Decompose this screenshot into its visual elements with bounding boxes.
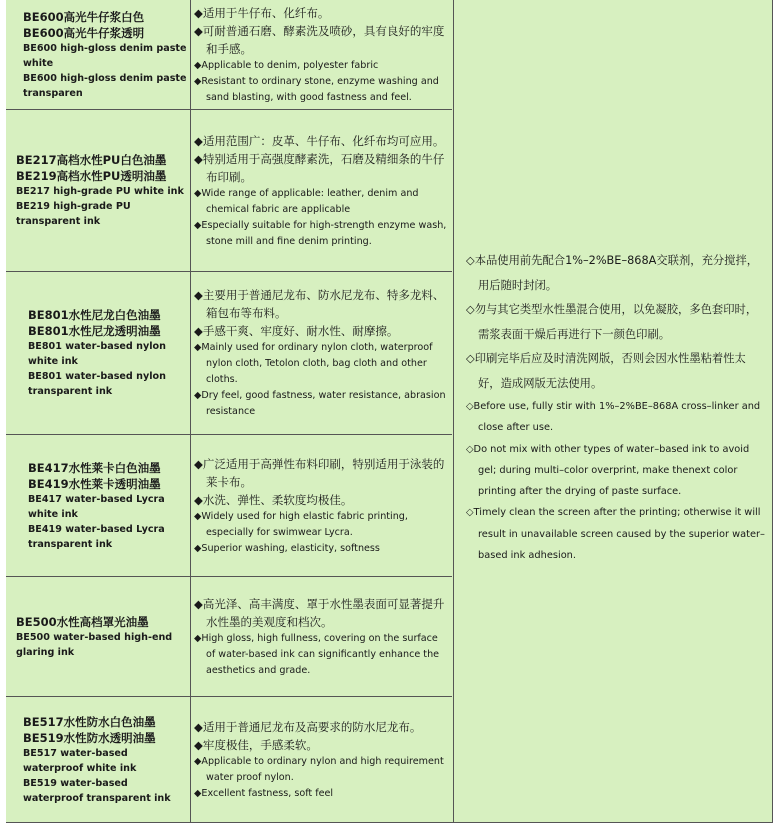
product-name-en: BE801 water-based nylon transparent ink (28, 371, 166, 397)
product-name-zh: BE500水性高档罩光油墨 (16, 614, 149, 629)
product-name-en: BE600 high-gloss denim paste transparen (23, 72, 187, 99)
product-feature-cell (194, 435, 452, 576)
product-name-zh: BE600高光牛仔浆透明 (23, 25, 145, 40)
product-name-zh: BE517水性防水白色油墨 (23, 714, 156, 729)
note-zh: ◇勿与其它类型水性墨混合使用，以免凝胶，多色套印时，需浆表面干燥后再进行下一颜色印刷。 (466, 303, 758, 341)
feature-zh: ◆广泛适用于高弹性布料印刷，特别适用于泳装的莱卡布。 (194, 456, 445, 489)
usage-notes (466, 249, 766, 566)
feature-en: ◆High gloss, high fullness, covering on the surface of water-based ink can significantly enhance the aesthetics and grade. (194, 632, 440, 676)
product-name-cell (6, 0, 190, 109)
note-zh: ◇本品使用前先配合1%–2%BE–868A交联剂，充分搅拌，用后随时封闭。 (466, 254, 759, 292)
feature-en: ◆Widely used for high elastic fabric printing, especially for swimwear Lycra. (194, 510, 408, 538)
product-name-en: BE219 high-grade PU transparent ink (16, 201, 131, 227)
feature-zh: ◆特别适用于高强度酵素洗，石磨及精细条的牛仔布印刷。 (194, 151, 445, 184)
feature-en: ◆Wide range of applicable: leather, denim and chemical fabric are applicable (194, 187, 419, 215)
product-name-en: BE519 water-based waterproof transparent ink (23, 777, 171, 804)
feature-zh: ◆适用于牛仔布、化纤布。 (194, 5, 330, 20)
product-name-en: BE419 water-based Lycra transparent ink (28, 523, 165, 550)
feature-en: ◆Dry feel, good fastness, water resistance, abrasion resistance (194, 390, 446, 417)
feature-en: ◆Superior washing, elasticity, softness (194, 542, 380, 554)
product-name-zh: BE801水性尼龙白色油墨 (28, 308, 161, 322)
note-zh: ◇印刷完毕后应及时清洗网版，否则会因水性墨粘着性太好，造成网版无法使用。 (466, 352, 746, 390)
product-feature-cell (194, 697, 452, 822)
product-name-en: BE801 water-based nylon white ink (28, 341, 166, 367)
product-name-en: BE417 water-based Lycra white ink (28, 493, 165, 520)
product-name-cell (6, 272, 190, 434)
feature-zh: ◆适用范围广：皮革、牛仔布、化纤布均可应用。 (194, 133, 445, 148)
feature-en: ◆Especially suitable for high-strength enzyme wash, stone mill and fine denim printing. (194, 219, 447, 247)
product-name-zh: BE419水性莱卡透明油墨 (28, 476, 161, 491)
product-name-cell (6, 577, 190, 696)
product-name-en: BE600 high-gloss denim paste white (23, 42, 187, 69)
feature-zh: ◆牢度极佳，手感柔软。 (194, 737, 318, 752)
feature-en: ◆Applicable to ordinary nylon and high requirement water proof nylon. (194, 755, 444, 783)
product-name-cell (6, 435, 190, 576)
product-name-zh: BE217高档水性PU白色油墨 (16, 153, 167, 167)
product-name-zh: BE417水性莱卡白色油墨 (28, 460, 161, 475)
product-name-zh: BE600高光牛仔浆白色 (23, 9, 145, 24)
feature-en: ◆Excellent fastness, soft feel (194, 787, 334, 799)
product-feature-cell (194, 272, 452, 434)
feature-zh: ◆主要用于普通尼龙布、防水尼龙布、特多龙料、箱包布等布料。 (194, 288, 445, 320)
feature-en: ◆Applicable to denim, polyester fabric (194, 59, 379, 71)
product-feature-cell (194, 0, 452, 109)
feature-en: ◆Resistant to ordinary stone, enzyme washing and sand blasting, with good fastness and feel. (194, 75, 439, 103)
product-name-zh: BE519水性防水透明油墨 (23, 730, 156, 745)
feature-en: ◆Mainly used for ordinary nylon cloth, waterproof nylon cloth, Tetolon cloth, bag cloth and other cloths. (194, 342, 433, 385)
product-name-zh: BE801水性尼龙透明油墨 (28, 324, 161, 338)
feature-zh: ◆可耐普通石磨、酵素洗及喷砂，具有良好的牢度和手感。 (194, 23, 445, 56)
product-name-en: BE517 water-based waterproof white ink (23, 747, 137, 774)
feature-zh: ◆高光泽、高丰满度、罩于水性墨表面可显著提升水性墨的美观度和档次。 (194, 596, 445, 629)
product-feature-cell (194, 110, 452, 271)
feature-zh: ◆适用于普通尼龙布及高要求的防水尼龙布。 (194, 719, 422, 734)
product-name-cell (6, 110, 190, 271)
product-feature-cell (194, 577, 452, 696)
note-en: ◇Timely clean the screen after the printing; otherwise it will result in unavailable screen caused by the superior water–based ink adhesion. (466, 507, 765, 562)
product-name-cell (6, 697, 190, 822)
product-name-en: BE500 water-based high-end glaring ink (16, 631, 173, 658)
product-name-zh: BE219高档水性PU透明油墨 (16, 169, 167, 183)
product-name-en: BE217 high-grade PU white ink (16, 186, 184, 197)
note-en: ◇Do not mix with other types of water–based ink to avoid gel; during multi–color overprint, make thenext color printing after the drying of paste surface. (466, 443, 750, 498)
feature-zh: ◆水洗、弹性、柔软度均极佳。 (194, 492, 353, 507)
note-en: ◇Before use, fully stir with 1%–2%BE–868A cross–linker and close after use. (466, 401, 761, 434)
feature-zh: ◆手感干爽、牢度好、耐水性、耐摩擦。 (194, 324, 399, 338)
